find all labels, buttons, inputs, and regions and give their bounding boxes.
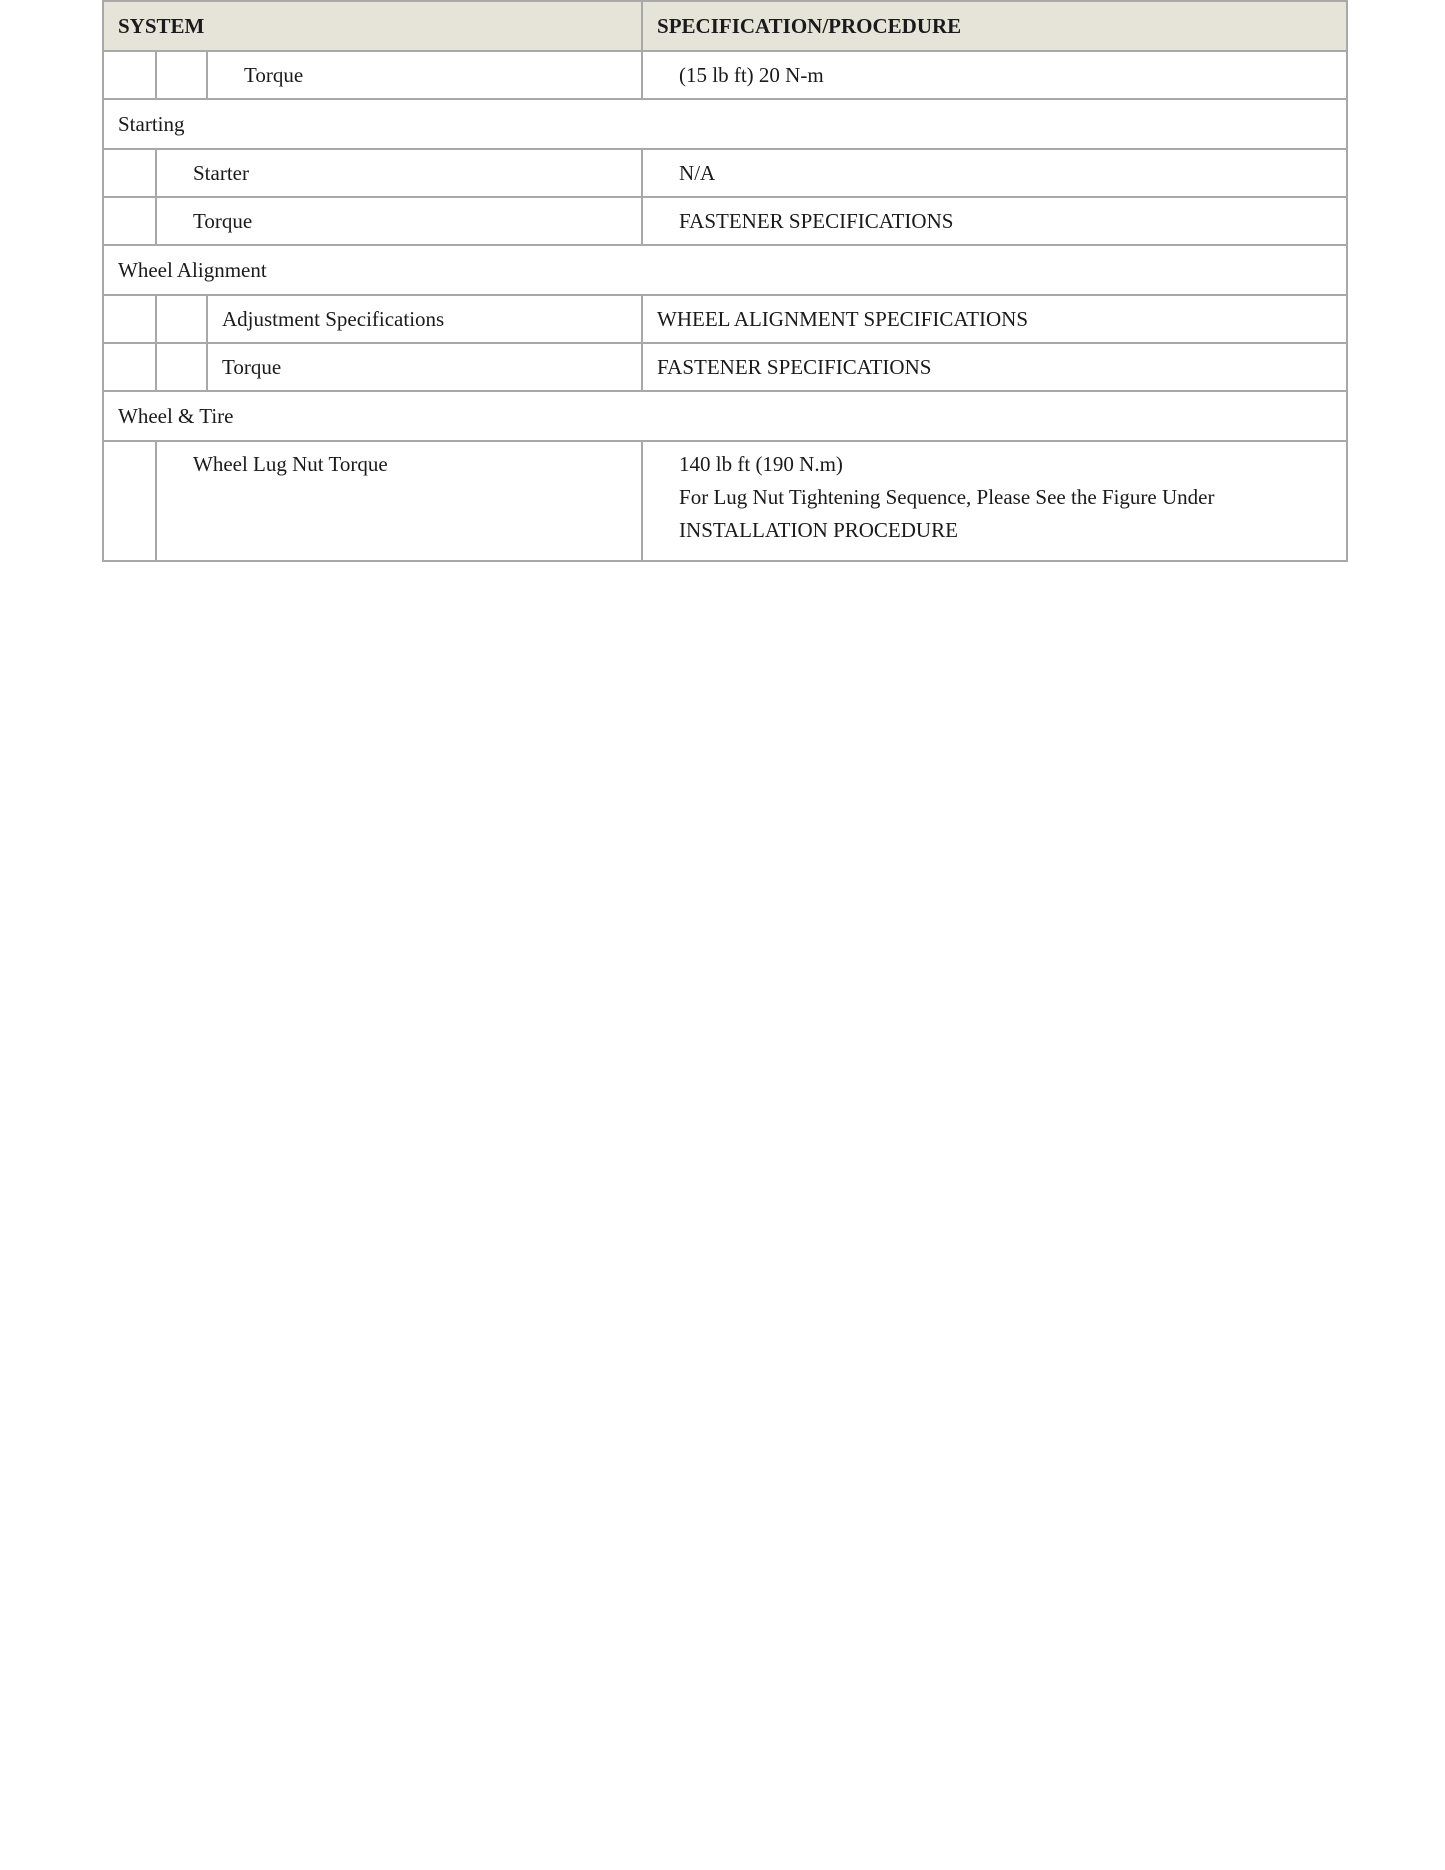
system-label: Torque: [156, 197, 642, 245]
table-row: [103, 343, 1347, 391]
indent-cell: [103, 441, 156, 561]
system-label: Torque: [207, 343, 642, 391]
system-label: Adjustment Specifications: [207, 295, 642, 343]
lug-nut-sequence-note: For Lug Nut Tightening Sequence, Please See the Figure Under INSTALLATION PROCEDURE: [679, 485, 1215, 542]
group-row: [103, 99, 1347, 149]
group-label: Starting: [103, 99, 1347, 149]
lug-nut-torque-value: 140 lb ft (190 N.m): [679, 452, 843, 476]
spec-value: N/A: [642, 149, 1347, 197]
indent-cell: [103, 197, 156, 245]
specifications-table: [102, 0, 1348, 562]
system-label: Torque: [207, 51, 642, 99]
header-system: SYSTEM: [103, 1, 642, 51]
table-row: [103, 51, 1347, 99]
spec-value: [642, 441, 1347, 561]
group-label: Wheel & Tire: [103, 391, 1347, 441]
group-label: Wheel Alignment: [103, 245, 1347, 295]
spec-value: (15 lb ft) 20 N-m: [642, 51, 1347, 99]
indent-cell: [103, 51, 156, 99]
group-row: [103, 245, 1347, 295]
spec-value: WHEEL ALIGNMENT SPECIFICATIONS: [642, 295, 1347, 343]
indent-cell: [103, 295, 156, 343]
table-row: [103, 295, 1347, 343]
indent-cell: [103, 149, 156, 197]
table-row: [103, 197, 1347, 245]
spec-value: FASTENER SPECIFICATIONS: [642, 343, 1347, 391]
group-row: [103, 391, 1347, 441]
system-label: Starter: [156, 149, 642, 197]
table-row: [103, 149, 1347, 197]
indent-cell: [103, 343, 156, 391]
system-label: Wheel Lug Nut Torque: [156, 441, 642, 561]
table-header-row: [103, 1, 1347, 51]
spec-value: FASTENER SPECIFICATIONS: [642, 197, 1347, 245]
indent-cell: [156, 51, 207, 99]
header-specification-procedure: SPECIFICATION/PROCEDURE: [642, 1, 1347, 51]
indent-cell: [156, 295, 207, 343]
indent-cell: [156, 343, 207, 391]
table-row: [103, 441, 1347, 561]
